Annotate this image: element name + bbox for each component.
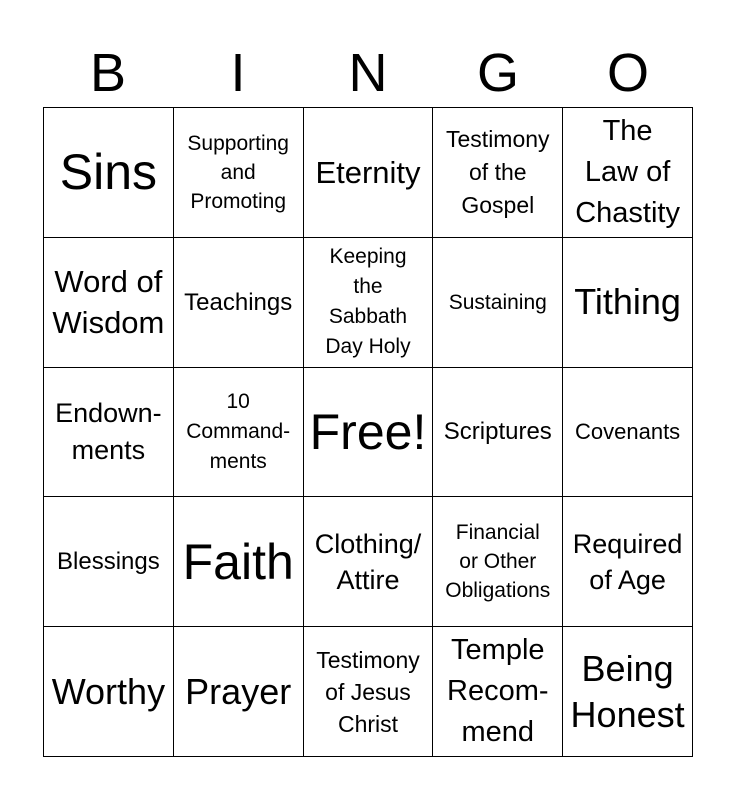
bingo-cell-0-1[interactable] — [174, 108, 304, 238]
bingo-cell-2-4[interactable] — [563, 368, 693, 498]
bingo-cell-3-4[interactable] — [563, 497, 693, 627]
cell-label: Clothing/ Attire — [314, 528, 422, 595]
header-letter-o: O — [606, 43, 649, 103]
header-letter-i: I — [230, 43, 246, 103]
bingo-cell-3-2[interactable] — [304, 497, 434, 627]
cell-label: Covenants — [575, 419, 681, 445]
bingo-cell-3-1[interactable] — [174, 497, 304, 627]
header-letter-g: G — [476, 43, 519, 103]
cell-label: Required of Age — [572, 528, 683, 595]
cell-label: Word of Wisdom — [52, 264, 165, 341]
bingo-cell-0-4[interactable] — [563, 108, 693, 238]
cell-label: Free! — [309, 403, 427, 460]
cell-label: Sins — [59, 144, 158, 201]
bingo-cell-2-2[interactable] — [304, 368, 434, 498]
bingo-header — [43, 42, 693, 104]
header-letter-b: B — [89, 43, 127, 103]
bingo-cell-2-3[interactable] — [433, 368, 563, 498]
cell-label: Supporting and Promoting — [187, 131, 289, 213]
bingo-cell-2-0[interactable] — [44, 368, 174, 498]
cell-label: Prayer — [185, 670, 292, 712]
bingo-grid — [43, 107, 693, 757]
cell-label: Testimony of the Gospel — [446, 125, 550, 218]
bingo-cell-1-2[interactable] — [304, 238, 434, 368]
cell-label: Temple Recom- mend — [447, 634, 549, 749]
cell-label: Tithing — [574, 281, 681, 323]
bingo-cell-4-3[interactable] — [433, 627, 563, 757]
cell-label: Sustaining — [448, 290, 547, 314]
cell-label: Being Honest — [570, 647, 685, 735]
bingo-cell-3-0[interactable] — [44, 497, 174, 627]
bingo-cell-1-1[interactable] — [174, 238, 304, 368]
bingo-cell-1-3[interactable] — [433, 238, 563, 368]
cell-label: Faith — [182, 533, 294, 590]
bingo-cell-3-3[interactable] — [433, 497, 563, 627]
bingo-cell-4-2[interactable] — [304, 627, 434, 757]
bingo-cell-1-0[interactable] — [44, 238, 174, 368]
bingo-cell-4-4[interactable] — [563, 627, 693, 757]
header-letter-n: N — [348, 43, 388, 103]
bingo-cell-0-0[interactable] — [44, 108, 174, 238]
bingo-cell-0-3[interactable] — [433, 108, 563, 238]
cell-label: Worthy — [51, 670, 166, 712]
cell-label: Financial or Other Obligations — [445, 521, 551, 603]
cell-label: Testimony of Jesus Christ — [316, 646, 420, 737]
cell-label: Teachings — [184, 288, 293, 316]
cell-label: 10 Command- ments — [186, 389, 291, 473]
bingo-cell-2-1[interactable] — [174, 368, 304, 498]
cell-label: Eternity — [315, 154, 421, 190]
cell-label: Scriptures — [443, 418, 552, 446]
bingo-cell-4-1[interactable] — [174, 627, 304, 757]
cell-label: The Law of Chastity — [575, 114, 680, 229]
cell-label: Keeping the Sabbath Day Holy — [325, 245, 411, 359]
bingo-cell-0-2[interactable] — [304, 108, 434, 238]
bingo-cell-4-0[interactable] — [44, 627, 174, 757]
bingo-cell-1-4[interactable] — [563, 238, 693, 368]
cell-label: Blessings — [57, 548, 160, 576]
cell-label: Endown- ments — [55, 397, 162, 465]
